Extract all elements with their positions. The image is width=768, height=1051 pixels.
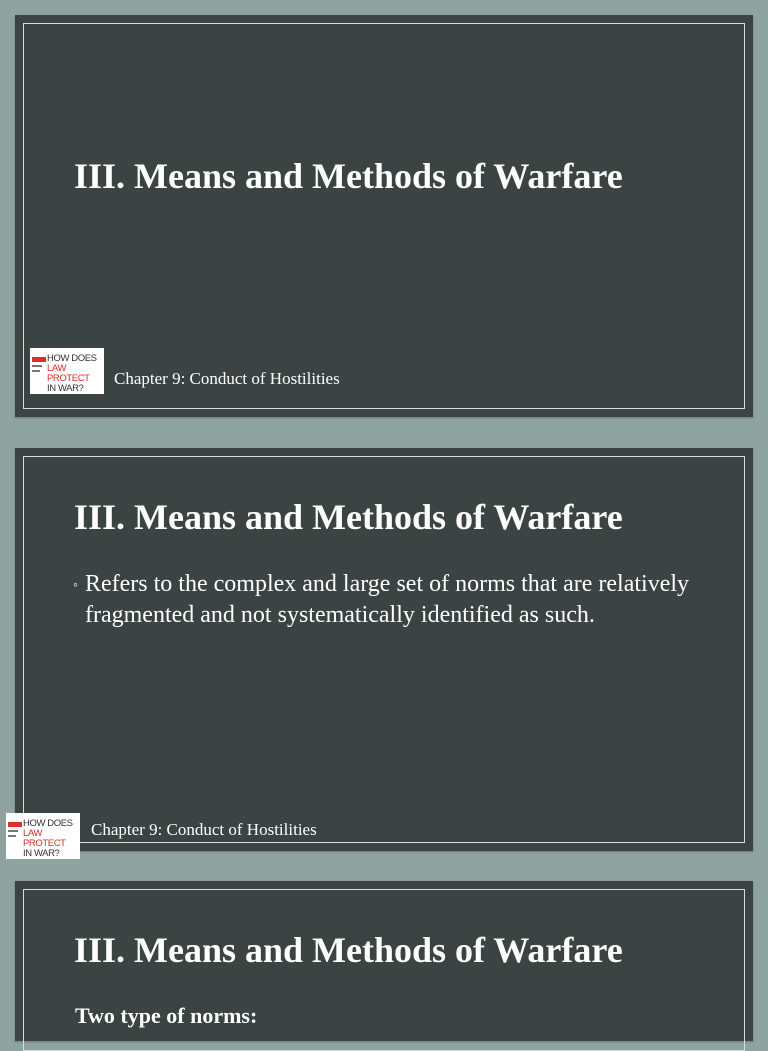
slide-title: III. Means and Methods of Warfare bbox=[74, 156, 623, 196]
slide-title: III. Means and Methods of Warfare bbox=[74, 497, 623, 537]
slide-3 bbox=[15, 881, 753, 1041]
slide-footer: Chapter 9: Conduct of Hostilities bbox=[91, 820, 317, 839]
slide-title: III. Means and Methods of Warfare bbox=[74, 930, 623, 970]
logo-mark-icon bbox=[32, 357, 46, 375]
bullet-circle-icon: ◦ bbox=[73, 578, 78, 593]
logo-mark-icon bbox=[8, 822, 22, 840]
logo bbox=[30, 348, 104, 394]
slide-footer: Chapter 9: Conduct of Hostilities bbox=[114, 369, 340, 388]
logo-line-1: HOW DOES bbox=[23, 818, 73, 829]
logo bbox=[6, 813, 80, 859]
logo-line-1: HOW DOES bbox=[47, 353, 97, 364]
logo-line-2: LAW PROTECT bbox=[47, 363, 90, 384]
logo-line-3: IN WAR? bbox=[47, 383, 84, 394]
slide-frame bbox=[23, 23, 745, 409]
slide-subheading: Two type of norms: bbox=[75, 1003, 258, 1028]
logo-line-2: LAW PROTECT bbox=[23, 828, 66, 849]
slide-2 bbox=[15, 448, 753, 851]
bullet-text: Refers to the complex and large set of norms that are relatively fragmented and not systematically identified as such. bbox=[85, 571, 690, 628]
logo-line-3: IN WAR? bbox=[23, 848, 60, 859]
slide-1 bbox=[15, 15, 753, 417]
bullet-item bbox=[73, 569, 693, 631]
